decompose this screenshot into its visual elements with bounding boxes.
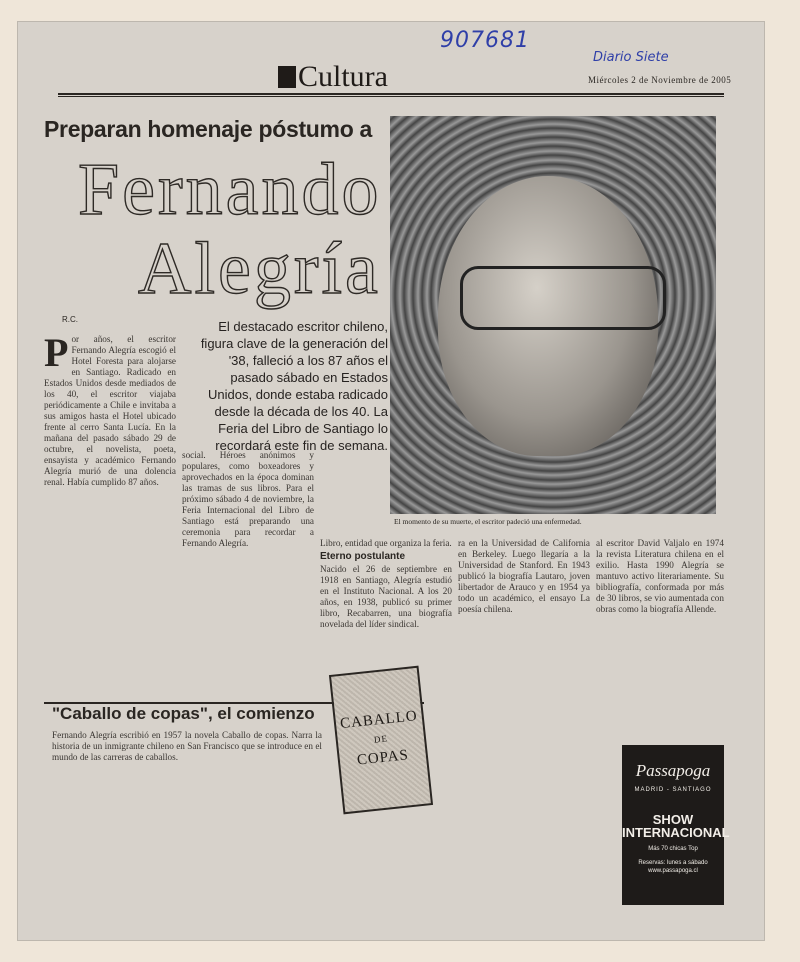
newspaper-clipping <box>18 22 764 940</box>
handwritten-source-note: Diario Siete <box>593 50 669 65</box>
dateline: Miércoles 2 de Noviembre de 2005 <box>588 75 732 85</box>
ad-subtitle: MADRID - SANTIAGO <box>634 787 712 793</box>
body-column-4 <box>458 538 590 938</box>
body-column-1 <box>44 334 176 694</box>
body-column-5 <box>596 538 724 738</box>
sidebar-body: Fernando Alegría escribió en 1957 la novela Caballo de copas. Narra la historia de un inmigrante chileno en San Francisco que se introduce en el mundo de las carreras de caballos. <box>52 730 322 762</box>
ad-show-line-2: INTERNACIONAL <box>622 825 730 840</box>
headline-last-name: Alegría <box>138 228 381 310</box>
handwritten-archive-number: 907681 <box>440 28 530 53</box>
header-rule <box>58 93 724 95</box>
byline: R.C. <box>62 315 78 324</box>
body-text-2: social. Héroes anónimos y populares, como boxeadores y aprovechados en la época dominan las tramas de sus libros. Para el próximo sábado 4 de noviembre, la Feria Internacional del Libro de Santiago está preparando una ceremonia para recordar a Fernando Alegría. <box>182 450 314 548</box>
sidebar-title: "Caballo de copas", el comienzo <box>52 704 315 723</box>
ad-tagline: Más 70 chicas Top <box>648 846 698 852</box>
photo-caption: El momento de su muerte, el escritor padeció una enfermedad. <box>394 517 582 526</box>
headline-first-name: Fernando <box>78 149 382 231</box>
sidebar-text <box>52 730 322 926</box>
ad-show-line-1: SHOW <box>652 812 694 827</box>
header-rule-thin <box>58 96 724 97</box>
portrait-photo <box>390 116 716 514</box>
drop-cap: P <box>44 334 69 375</box>
body-text-5: al escritor David Valjalo en 1974 la revista Literatura chilena en el exilio. Hasta 1990 Alegría se mantuvo activo literariamente. Su bibliografía, conformada por más de 30 libros, se vio aumentada con obras como la biografía Allende. <box>596 538 724 614</box>
advertisement <box>622 745 730 905</box>
body-text-4: ra en la Universidad de California en Berkeley. Luego llegaría a la Universidad de Stanford. En 1943 publicó la biografía Lautaro, joven libertador de Arauco y en 1954 ya todo un académico, el ensayo La poesía chilena. <box>458 538 590 614</box>
body-text-3: Libro, entidad que organiza la feria. <box>320 538 452 548</box>
headline-kicker: Preparan homenaje póstumo a <box>44 116 373 142</box>
book-cover-word-3: COPAS <box>356 747 410 769</box>
section-title <box>278 60 388 94</box>
section-mark-icon <box>278 66 296 88</box>
subhead-eterno: Eterno postulante <box>320 551 406 562</box>
ad-brand: Passapoga <box>635 761 711 780</box>
body-text-3b: Nacido el 26 de septiembre en 1918 en Santiago, Alegría estudió en el Instituto Nacional. A los 20 años, en 1938, publicó su primer libro, Recabarren, una biografía novelada del líder sindical. <box>320 564 452 629</box>
article-dek: El destacado escritor chileno, figura clave de la generación del '38, falleció a los 87 años el pasado sábado en Estados Unidos, donde estaba radicado desde la década de los 40. La Feria del Libro de Santiago lo recordará este fin de semana. <box>200 319 388 453</box>
book-cover-word-1: CABALLO <box>339 708 419 733</box>
portrait-glasses <box>460 266 666 330</box>
body-column-2 <box>182 450 314 694</box>
ad-info: Reservas: lunes a sábado www.passapoga.cl <box>638 860 708 874</box>
section-label: Cultura <box>298 60 388 93</box>
book-cover-image <box>329 666 433 815</box>
body-text-1: or años, el escritor Fernando Alegría escogió el Hotel Foresta para alojarse en Santiago. Radicado en Estados Unidos desde mediados de los 40, el escritor viajaba periódicamente a Chile e invitaba a sus amigos hasta el Hotel ubicado frente al cerro Santa Lucía. En la mañana del pasado sábado 29 de octubre, el novelista, poeta, ensayista y académico Fernando Alegría murió de una dolencia renal. Había cumplido 87 años. <box>44 334 176 487</box>
book-cover-word-2: DE <box>373 733 389 745</box>
